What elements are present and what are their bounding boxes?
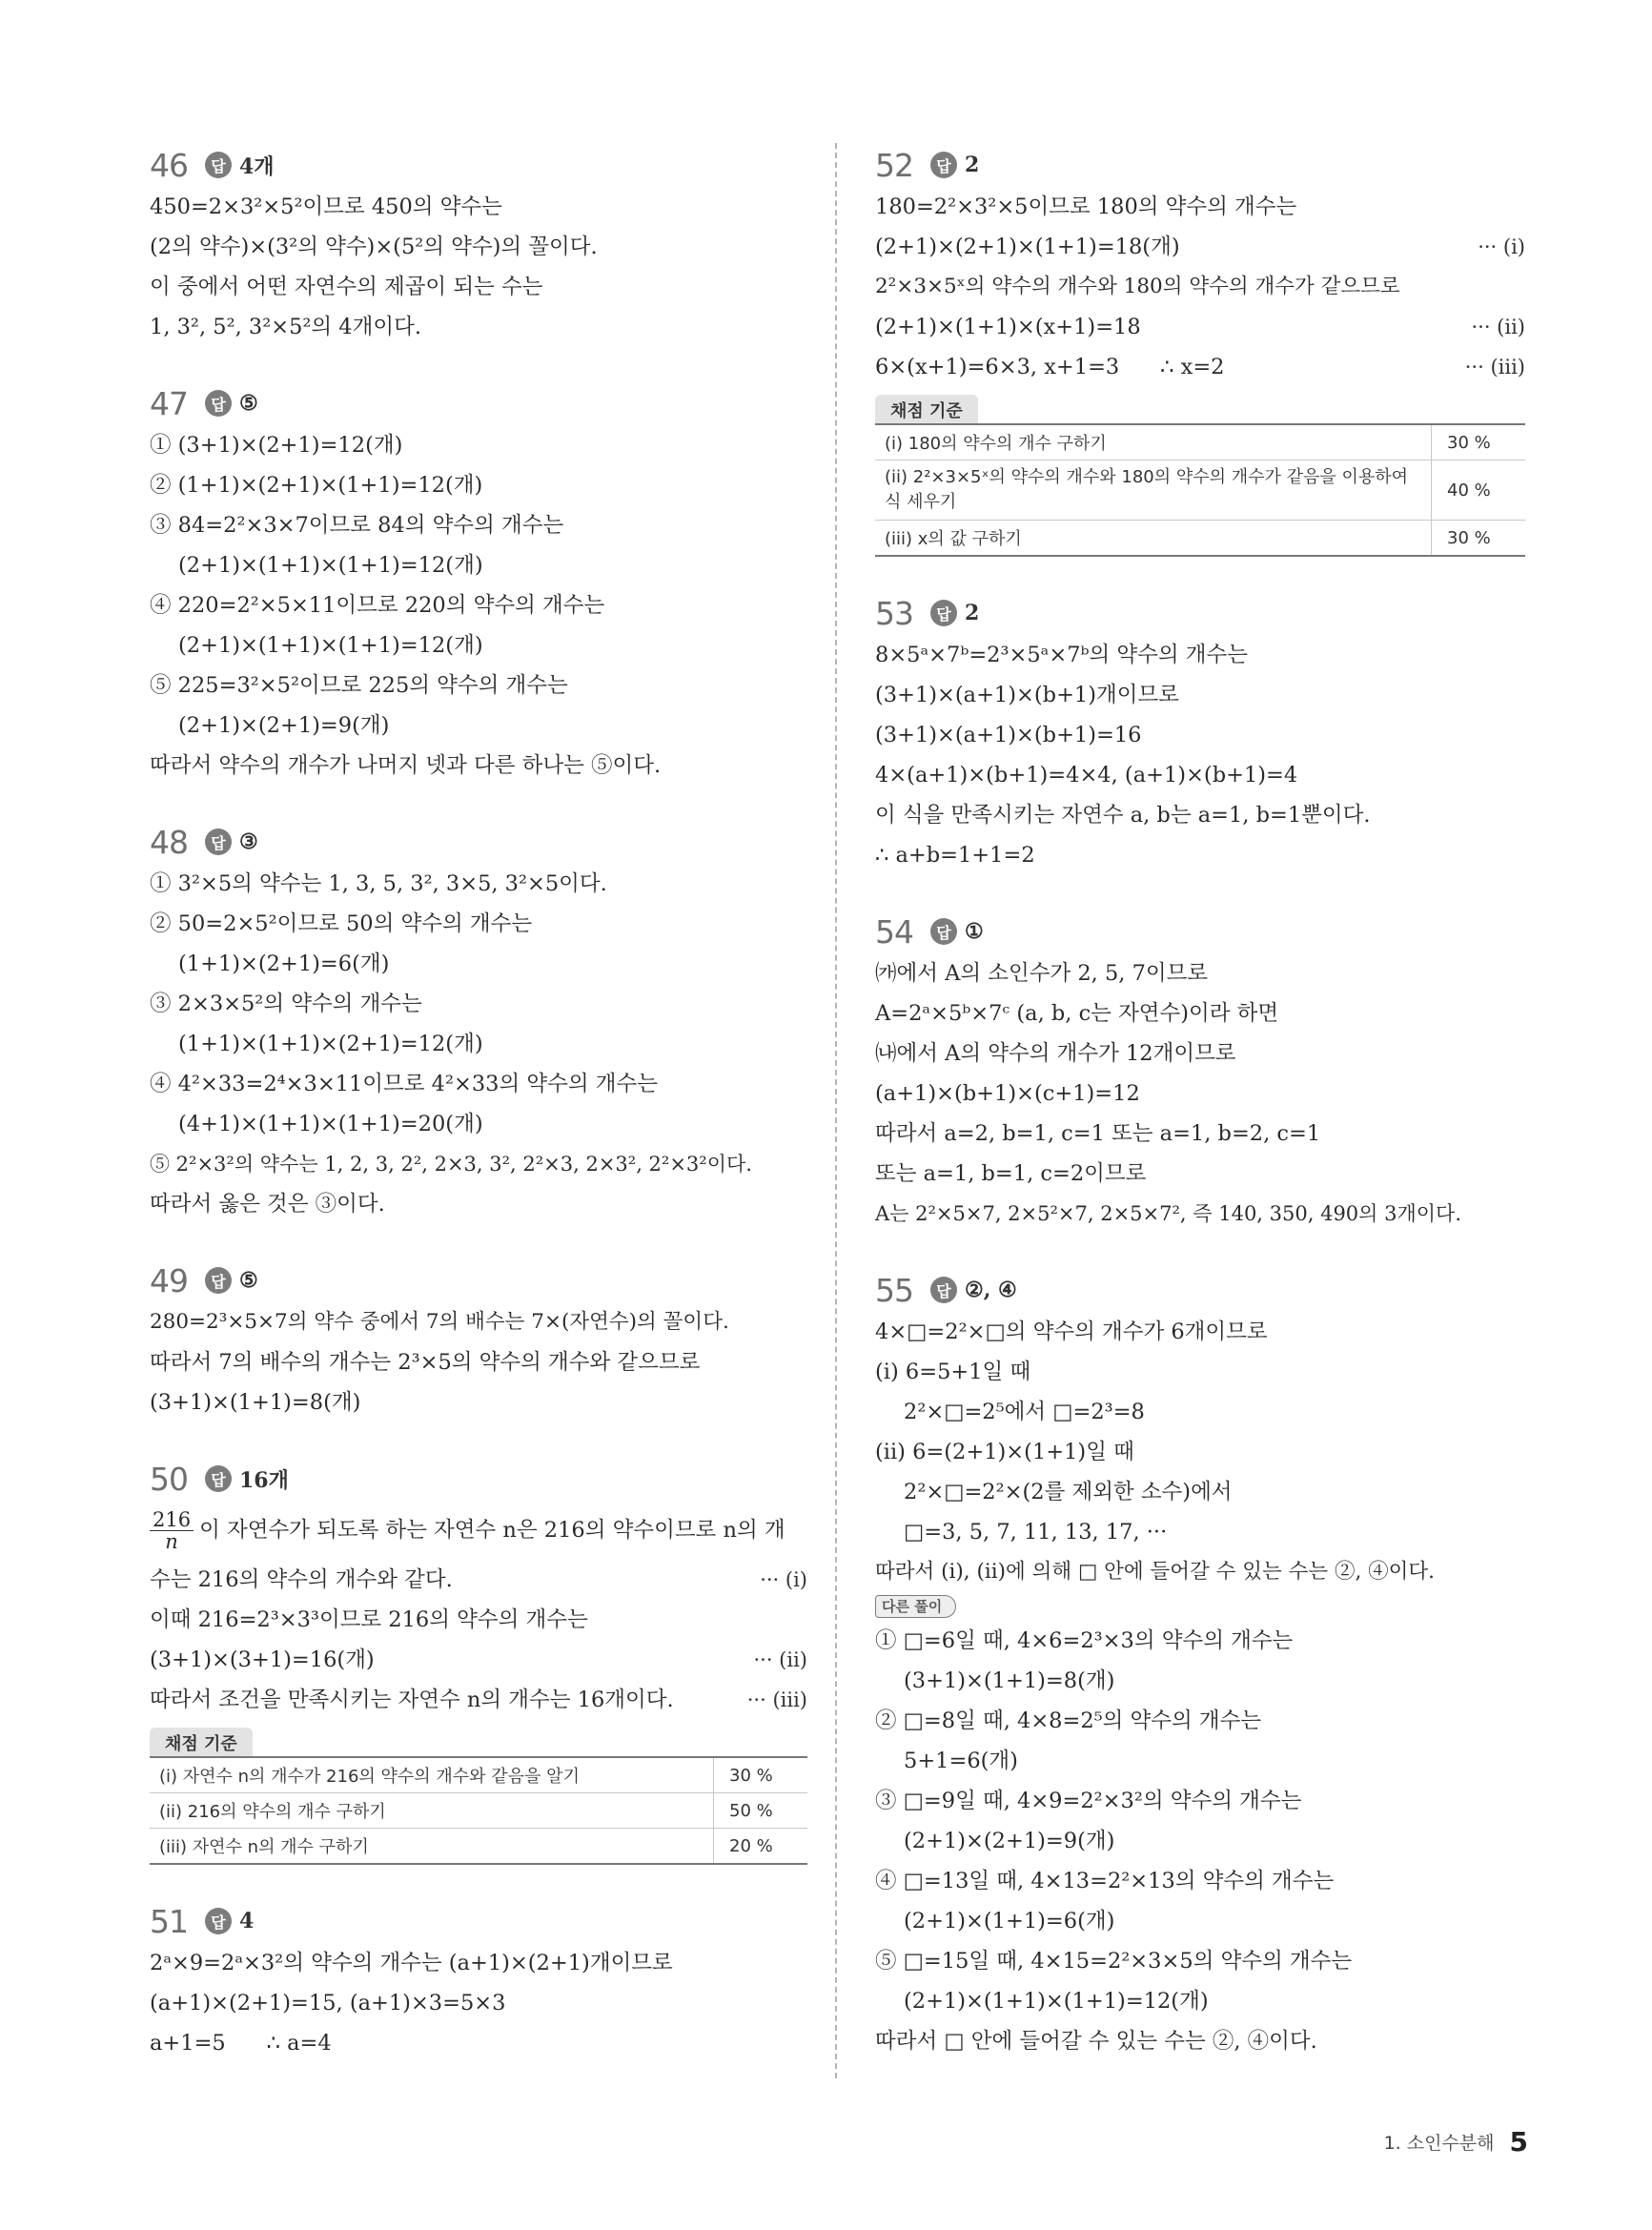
- solution-line: [875, 267, 1525, 307]
- criteria-item: (ii) 216의 약수의 개수 구하기: [150, 1793, 714, 1829]
- answer-text: 2: [965, 153, 980, 177]
- problem-number: 49: [150, 1261, 188, 1299]
- solution-line: 2²×□=2²×(2를 제외한 소수)에서: [904, 1480, 1233, 1504]
- problem-number: 55: [875, 1271, 913, 1309]
- table-row: [150, 1793, 807, 1829]
- solution-line: ③ 84=2²×3×7이므로 84의 약수의 개수는: [150, 513, 564, 538]
- solution-line: ① (3+1)×(2+1)=12(개): [150, 433, 403, 458]
- solution-line: 8×5ᵃ×7ᵇ=2³×5ᵃ×7ᵇ의 약수의 개수는: [875, 643, 1248, 667]
- scoring-criteria-table: [875, 423, 1525, 557]
- solution-line: (4+1)×(1+1)×(1+1)=20(개): [178, 1112, 483, 1136]
- problem-54: [875, 911, 1525, 1234]
- solution-text: 이 자연수가 되도록 하는 자연수 n은 216의 약수이므로 n의 개: [199, 1518, 785, 1543]
- answer-text: ①: [965, 919, 984, 944]
- answer-text: 16개: [239, 1467, 289, 1493]
- answer-text: 4개: [239, 153, 275, 179]
- solution-text: (2+1)×(2+1)×(1+1)=18(개): [875, 235, 1180, 259]
- solution-line: 4×□=2²×□의 약수의 개수가 6개이므로: [875, 1320, 1268, 1344]
- solution-line: ④ 4²×33=2⁴×3×11이므로 4²×33의 약수의 개수는: [150, 1072, 658, 1096]
- answer-badge: 답: [930, 600, 957, 626]
- solution-line: □=3, 5, 7, 11, 13, 17, ···: [904, 1520, 1168, 1545]
- solution-line: ② □=8일 때, 4×8=2⁵의 약수의 개수는: [875, 1708, 1262, 1733]
- solution-line: 이 중에서 어떤 자연수의 제곱이 되는 수는: [150, 275, 543, 299]
- solution-line: ∴ a+b=1+1=2: [875, 843, 1035, 868]
- problem-48: [150, 822, 807, 1224]
- alt-solution-header: [875, 1592, 1525, 1621]
- scoring-criteria-table: [150, 1756, 807, 1865]
- solution-line: A=2ᵃ×5ᵇ×7ᶜ (a, b, c는 자연수)이라 하면: [875, 1001, 1279, 1026]
- solution-line: (a+1)×(2+1)=15, (a+1)×3=5×3: [150, 1991, 506, 2015]
- solution-line: [150, 1560, 807, 1600]
- problem-number: 50: [150, 1460, 188, 1498]
- solution-line: (2+1)×(1+1)×(1+1)=12(개): [178, 633, 483, 658]
- problem-header: [150, 822, 807, 862]
- solution-text: 2²×3×5ˣ의 약수의 개수와 180의 약수의 개수가 같으므로: [875, 275, 1400, 298]
- answer-badge: 답: [930, 1277, 957, 1303]
- right-column: [875, 145, 1525, 2097]
- solution-line: 1, 3², 5², 3²×5²의 4개이다.: [150, 315, 421, 339]
- solution-line: 따라서 a=2, b=1, c=1 또는 a=1, b=2, c=1: [875, 1121, 1321, 1146]
- solution-line: (a+1)×(b+1)×(c+1)=12: [875, 1081, 1140, 1106]
- solution-line: (2+1)×(2+1)=9(개): [178, 713, 390, 738]
- problem-52: [875, 145, 1525, 557]
- solution-line: (1+1)×(1+1)×(2+1)=12(개): [178, 1032, 483, 1056]
- step-marker: ··· (i): [760, 1568, 807, 1591]
- table-row: [150, 1829, 807, 1865]
- problem-number: 52: [875, 146, 913, 184]
- page-number: 5: [1509, 2126, 1528, 2158]
- solution-line: 5+1=6(개): [904, 1749, 1018, 1773]
- criteria-percent: 30 %: [1432, 424, 1526, 460]
- solution-line: [875, 307, 1525, 347]
- solution-line: (2의 약수)×(3²의 약수)×(5²의 약수)의 꼴이다.: [150, 235, 598, 259]
- step-marker: ··· (iii): [1464, 356, 1525, 378]
- solution-line: a+1=5 ∴ a=4: [150, 2031, 332, 2056]
- answer-badge: 답: [205, 1267, 232, 1294]
- solution-line: 따라서 옳은 것은 ③이다.: [150, 1192, 385, 1217]
- table-row: [875, 424, 1525, 460]
- fraction: [150, 1509, 194, 1552]
- solution-line: ⑤ 2²×3²의 약수는 1, 2, 3, 2², 2×3, 3², 2²×3, 2×3², 2²×3²이다.: [150, 1153, 752, 1176]
- answer-badge: 답: [205, 1465, 232, 1492]
- criteria-percent: 40 %: [1432, 460, 1526, 521]
- problem-number: 53: [875, 594, 913, 632]
- answer-text: 4: [239, 1909, 255, 1933]
- solution-line: (3+1)×(a+1)×(b+1)개이므로: [875, 683, 1179, 707]
- solution-line: [150, 1501, 807, 1560]
- solution-line: 따라서 약수의 개수가 나머지 넷과 다른 하나는 ⑤이다.: [150, 753, 662, 778]
- solution-line: [875, 227, 1525, 267]
- solution-line: ③ 2×3×5²의 약수의 개수는: [150, 992, 422, 1016]
- alt-solution-badge: 다른 풀이: [875, 1595, 956, 1618]
- answer-text: ⑤: [239, 1268, 258, 1293]
- problem-header: [150, 145, 807, 185]
- solution-text: 6×(x+1)=6×3, x+1=3 ∴ x=2: [875, 355, 1225, 379]
- problem-55: [875, 1270, 1525, 2061]
- solution-line: 이 식을 만족시키는 자연수 a, b는 a=1, b=1뿐이다.: [875, 803, 1371, 828]
- problem-header: [875, 593, 1525, 633]
- problem-number: 51: [150, 1902, 188, 1940]
- solution-line: [875, 347, 1525, 387]
- solution-line: 2²×□=2⁵에서 □=2³=8: [904, 1400, 1145, 1424]
- solution-line: [875, 187, 1525, 227]
- solution-text: 따라서 조건을 만족시키는 자연수 n의 개수는 16개이다.: [150, 1688, 674, 1712]
- problem-47: [150, 383, 807, 786]
- solution-line: 450=2×3²×5²이므로 450의 약수는: [150, 194, 502, 219]
- solution-line: 280=2³×5×7의 약수 중에서 7의 배수는 7×(자연수)의 꼴이다.: [150, 1310, 729, 1334]
- table-row: [875, 460, 1525, 521]
- solution-line: ⑤ 225=3²×5²이므로 225의 약수의 개수는: [150, 673, 568, 698]
- answer-text: ③: [239, 829, 258, 854]
- problem-46: [150, 145, 807, 347]
- solution-line: (3+1)×(a+1)×(b+1)=16: [875, 723, 1142, 747]
- left-column: [150, 145, 807, 2099]
- problem-number: 46: [150, 146, 188, 184]
- solution-line: ① □=6일 때, 4×6=2³×3의 약수의 개수는: [875, 1628, 1294, 1653]
- page-footer: [1384, 2126, 1528, 2158]
- answer-badge: 답: [930, 918, 957, 945]
- solution-line: (ii) 6=(2+1)×(1+1)일 때: [875, 1440, 1134, 1464]
- criteria-title: 채점 기준: [150, 1728, 253, 1756]
- criteria-item: (i) 180의 약수의 개수 구하기: [875, 424, 1432, 460]
- criteria-percent: 20 %: [714, 1829, 808, 1865]
- criteria-percent: 30 %: [714, 1757, 808, 1793]
- solution-line: ④ □=13일 때, 4×13=2²×13의 약수의 개수는: [875, 1869, 1335, 1893]
- problem-header: [875, 145, 1525, 185]
- problem-number: 54: [875, 912, 913, 951]
- problem-header: [875, 1270, 1525, 1310]
- solution-line: A는 2²×5×7, 2×5²×7, 2×5×7², 즉 140, 350, 490의 3개이다.: [875, 1202, 1462, 1225]
- problem-header: [150, 383, 807, 423]
- answer-text: ②, ④: [965, 1278, 1017, 1302]
- step-marker: ··· (i): [1478, 235, 1525, 258]
- problem-49: [150, 1260, 807, 1422]
- solution-line: [150, 1640, 807, 1680]
- solution-text: 수는 216의 약수의 개수와 같다.: [150, 1567, 453, 1592]
- solution-line: (1+1)×(2+1)=6(개): [178, 951, 390, 976]
- solution-line: ③ □=9일 때, 4×9=2²×3²의 약수의 개수는: [875, 1789, 1302, 1813]
- solution-line: ④ 220=2²×5×11이므로 220의 약수의 개수는: [150, 593, 605, 618]
- criteria-item: (ii) 2²×3×5ˣ의 약수의 개수와 180의 약수의 개수가 같음을 이용하여 식 세우기: [875, 460, 1432, 521]
- problem-53: [875, 593, 1525, 875]
- problem-header: [150, 1459, 807, 1499]
- solution-line: ㈎에서 A의 소인수가 2, 5, 7이므로: [875, 961, 1209, 986]
- solution-text: 180=2²×3²×5이므로 180의 약수의 개수는: [875, 194, 1297, 219]
- problem-header: [875, 911, 1525, 951]
- step-marker: ··· (ii): [753, 1648, 807, 1671]
- answer-badge: 답: [205, 829, 232, 855]
- solution-line: [150, 1680, 807, 1720]
- solution-line: ② 50=2×5²이므로 50의 약수의 개수는: [150, 911, 533, 936]
- solution-line: ② (1+1)×(2+1)×(1+1)=12(개): [150, 473, 483, 498]
- table-row: [150, 1757, 807, 1793]
- solution-line: 따라서 (i), (ii)에 의해 □ 안에 들어갈 수 있는 수는 ②, ④이다.: [875, 1560, 1436, 1584]
- answer-badge: 답: [205, 152, 232, 178]
- step-marker: ··· (iii): [746, 1688, 807, 1711]
- solution-line: ① 3²×5의 약수는 1, 3, 5, 3², 3×5, 3²×5이다.: [150, 871, 607, 896]
- solution-line: (2+1)×(2+1)=9(개): [904, 1829, 1115, 1853]
- solution-line: (3+1)×(1+1)=8(개): [150, 1390, 361, 1415]
- answer-text: 2: [965, 601, 980, 625]
- criteria-percent: 50 %: [714, 1793, 808, 1829]
- column-divider: [835, 143, 837, 2078]
- solution-text: (2+1)×(1+1)×(x+1)=18: [875, 315, 1141, 339]
- criteria-item: (i) 자연수 n의 개수가 216의 약수의 개수와 같음을 알기: [150, 1757, 714, 1793]
- solution-line: 2ᵃ×9=2ᵃ×3²의 약수의 개수는 (a+1)×(2+1)개이므로: [150, 1951, 673, 1975]
- criteria-percent: 30 %: [1432, 521, 1526, 557]
- solution-line: 또는 a=1, b=1, c=2이므로: [875, 1161, 1147, 1186]
- criteria-item: (iii) 자연수 n의 개수 구하기: [150, 1829, 714, 1865]
- problem-number: 48: [150, 823, 188, 861]
- problem-header: [150, 1901, 807, 1941]
- problem-header: [150, 1260, 807, 1300]
- problem-number: 47: [150, 384, 188, 422]
- fraction-numerator: 216: [150, 1509, 194, 1531]
- criteria-title: 채점 기준: [875, 395, 978, 423]
- chapter-title: 1. 소인수분해: [1383, 2133, 1495, 2154]
- solution-line: ⑤ □=15일 때, 4×15=2²×3×5의 약수의 개수는: [875, 1949, 1353, 1974]
- solution-line: 4×(a+1)×(b+1)=4×4, (a+1)×(b+1)=4: [875, 763, 1298, 788]
- solution-line: (2+1)×(1+1)=6(개): [904, 1909, 1115, 1933]
- problem-50: [150, 1459, 807, 1865]
- answer-badge: 답: [930, 152, 957, 178]
- answer-text: ⑤: [239, 391, 258, 416]
- solution-text: (3+1)×(3+1)=16(개): [150, 1647, 375, 1672]
- solution-line: 이때 216=2³×3³이므로 216의 약수의 개수는: [150, 1607, 588, 1632]
- answer-badge: 답: [205, 390, 232, 417]
- solution-line: (2+1)×(1+1)×(1+1)=12(개): [178, 553, 483, 578]
- criteria-item: (iii) x의 값 구하기: [875, 521, 1432, 557]
- step-marker: ··· (ii): [1471, 316, 1525, 338]
- table-row: [875, 521, 1525, 557]
- fraction-denominator: n: [165, 1529, 178, 1553]
- answer-badge: 답: [205, 1908, 232, 1934]
- solution-line: (i) 6=5+1일 때: [875, 1360, 1031, 1384]
- solution-line: ㈏에서 A의 약수의 개수가 12개이므로: [875, 1041, 1236, 1066]
- problem-51: [150, 1901, 807, 2063]
- solution-line: 따라서 7의 배수의 개수는 2³×5의 약수의 개수와 같으므로: [150, 1350, 701, 1375]
- solution-line: (2+1)×(1+1)×(1+1)=12(개): [904, 1989, 1209, 2014]
- solution-line: 따라서 □ 안에 들어갈 수 있는 수는 ②, ④이다.: [875, 2029, 1317, 2054]
- solution-line: (3+1)×(1+1)=8(개): [904, 1668, 1115, 1693]
